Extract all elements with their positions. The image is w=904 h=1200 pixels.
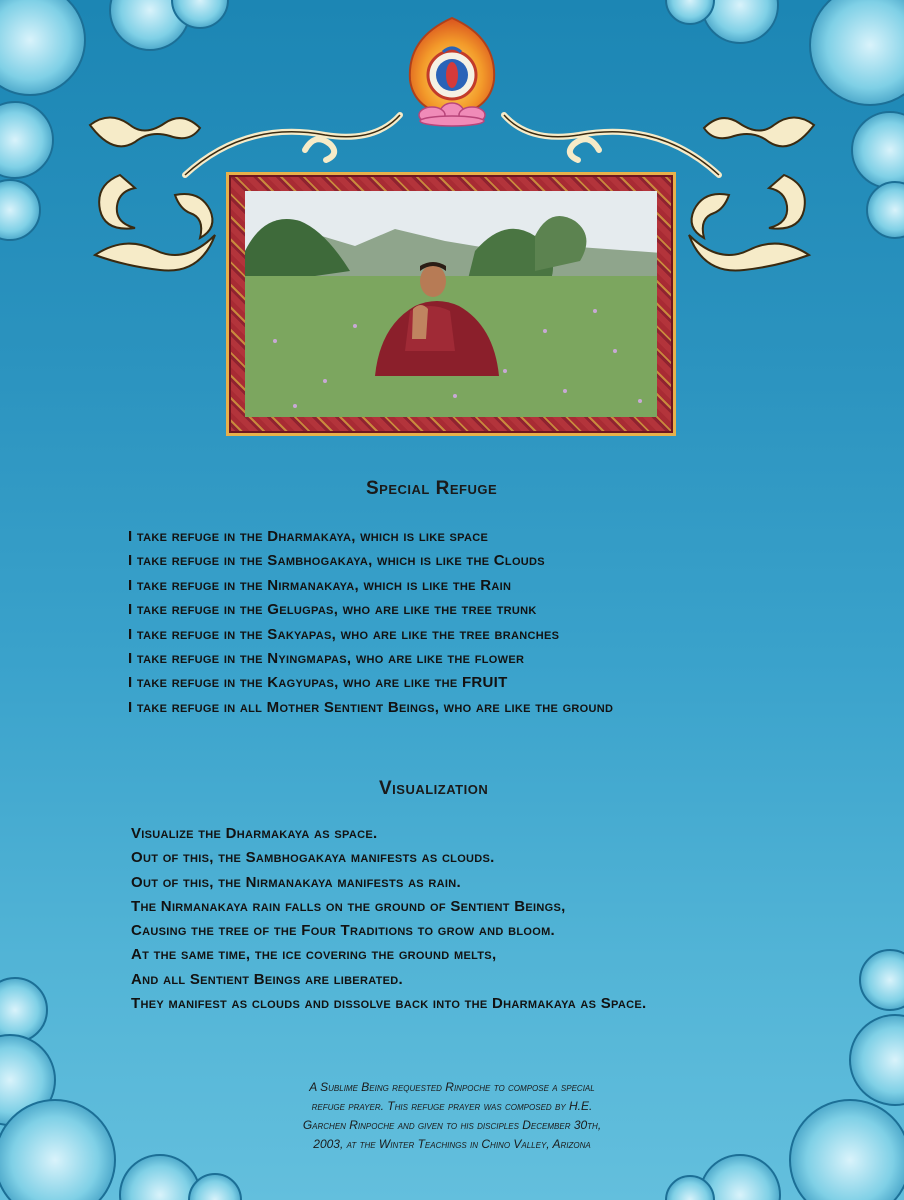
composition-note [200,1078,704,1154]
visualization-title: Visualization [379,778,489,799]
cloud-bottom-right [666,950,904,1200]
refuge-line: I take refuge in all Mother Sentient Beings, who are like the ground [128,698,614,716]
meditation-scene [245,191,657,417]
photo-frame [226,172,676,436]
rinpoche-photo [245,191,657,417]
note-line: A Sublime Being requested Rinpoche to compose a special [309,1080,595,1094]
refuge-line: I take refuge in the Gelugpas, who are like the tree trunk [128,601,537,619]
refuge-line: I take refuge in the Nyingmapas, who are like the flower [128,649,525,667]
visualization-line: And all Sentient Beings are liberated. [131,970,403,988]
refuge-line: I take refuge in the Nirmanakaya, which is like the Rain [128,576,512,594]
refuge-line: I take refuge in the Sakyapas, who are like the tree branches [128,625,560,643]
flaming-jewel-emblem-icon [410,18,494,116]
visualization-line: Causing the tree of the Four Traditions to grow and bloom. [131,922,556,940]
note-line: Garchen Rinpoche and given to his disciples December 30th, [302,1118,602,1132]
visualization-line: Out of this, the Sambhogakaya manifests as clouds. [131,849,495,867]
note-line: refuge prayer. This refuge prayer was composed by H.E. [311,1099,593,1113]
visualization-line: The Nirmanakaya rain falls on the ground of Sentient Beings, [131,897,566,915]
special-refuge-lines [128,525,613,720]
visualization-line: At the same time, the ice covering the ground melts, [131,946,497,964]
visualization-line: They manifest as clouds and dissolve back into the Dharmakaya as Space. [131,995,647,1013]
refuge-line: I take refuge in the Sambhogakaya, which is like the Clouds [128,552,545,570]
visualization-line: Out of this, the Nirmanakaya manifests as rain. [131,873,461,891]
refuge-line: I take refuge in the Dharmakaya, which is like space [128,528,489,545]
cloud-scroll-ornament-icon [689,118,814,271]
visualization-line: Visualize the Dharmakaya as space. [131,825,378,842]
note-line: 2003, at the Winter Teachings in Chino Valley, Arizona [313,1137,591,1151]
refuge-line: I take refuge in the Kagyupas, who are like the FRUIT [128,674,508,692]
cloud-scroll-ornament-icon [90,118,215,271]
visualization-lines [131,822,646,1016]
special-refuge-title: Special Refuge [366,478,498,499]
